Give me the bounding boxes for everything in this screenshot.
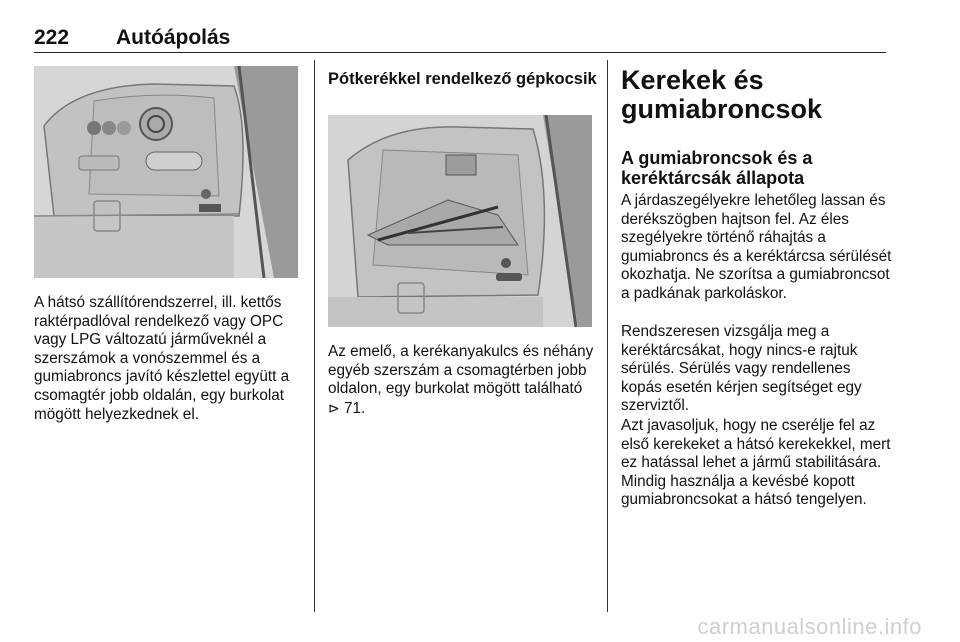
chapter-title: Autóápolás — [116, 26, 231, 49]
watermark: carmanualsonline.info — [697, 614, 922, 639]
tools-location-caption: A hátsó szállítórendszerrel, ill. kettős raktérpadlóval rendelkező vagy OPC vagy LPG változatú járműveknél a szerszámok a vonószemmel és a gumiabroncs javító készlettel együtt a csomagtér jobb oldalán, egy burkolat mögött helyezkednek el. — [34, 294, 290, 423]
page-header — [34, 20, 886, 53]
section-title: Kerekek és gumiabroncsok — [621, 65, 823, 124]
jack-wrench-compartment-photo — [328, 115, 592, 327]
page-reference-arrow-icon: ⊳ — [328, 399, 340, 416]
column-divider-2 — [607, 60, 608, 612]
wheel-rotation-paragraph: Azt javasoljuk, hogy ne cserélje fel az első kerekeket a hátsó kerekekkel, mert ez hatással lehet a jármű stabilitására. Mindig használja a kevésbé kopott gumiabroncsokat a hátsó tengelyen. — [621, 417, 891, 509]
spare-wheel-heading: Pótkerékkel rendelkező gépkocsik — [328, 70, 597, 88]
jack-location-text: Az emelő, a kerékanyakulcs és néhány egyéb szerszám a csomagtérben jobb oldalon, egy burkolat mögött található — [328, 343, 594, 398]
wheel-inspection-paragraph: Rendszeresen vizsgálja meg a keréktárcsákat, hogy nincs-e rajtuk sérülés. Sérülés vagy rendellenes kopás esetén kérjen segítséget egy szerviztől. — [621, 323, 862, 415]
tire-condition-subheading: A gumiabroncsok és a keréktárcsák állapota — [621, 148, 813, 188]
trunk-tool-compartment-photo — [34, 66, 298, 278]
page-number: 222 — [34, 26, 70, 49]
curb-driving-paragraph: A járdaszegélyekre lehetőleg lassan és derékszögben hajtson fel. Az éles szegélyekre történő ráhajtás a gumiabroncs és a keréktárcsa sérülését okozhatja. Ne szorítsa a gumiabroncsot a padkának parkoláskor. — [621, 192, 892, 302]
jack-location-caption — [328, 343, 596, 418]
page-reference-link[interactable]: 71. — [343, 399, 366, 417]
column-divider-1 — [314, 60, 315, 612]
